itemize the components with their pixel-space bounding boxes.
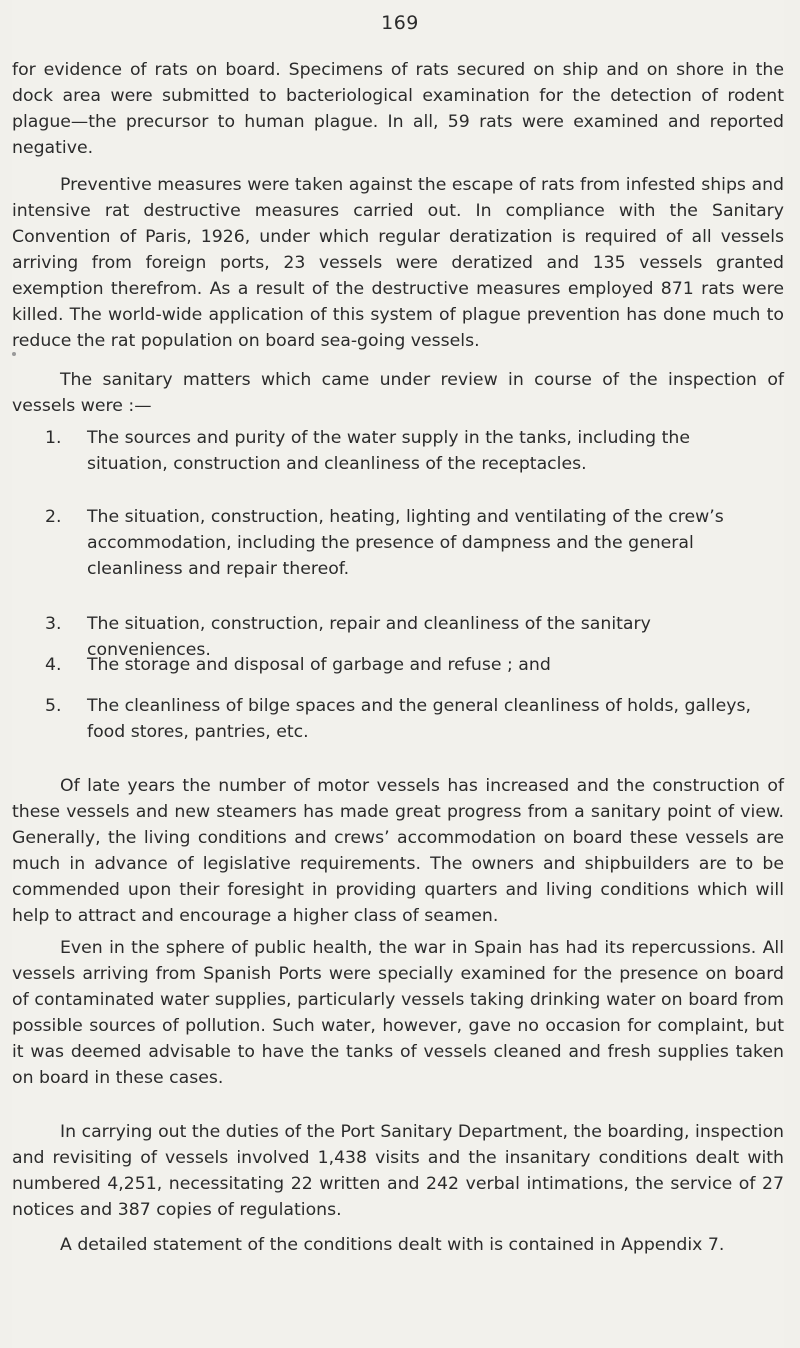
list-item-text: The storage and disposal of garbage and refuse ; and bbox=[87, 655, 551, 675]
list-item-number: 4. bbox=[45, 655, 62, 675]
list-item-number: 5. bbox=[45, 696, 62, 716]
paragraph-port-sanitary-duties: In carrying out the duties of the Port Sanitary Department, the boarding, inspection and revisiting of vessels involved 1,438 visits and the insanitary conditions dealt with numbered 4,251, necessitating 22 written and 242 verbal intimations, the service of 27 notices and 387 copies of regulations. bbox=[12, 1122, 784, 1220]
list-item bbox=[45, 425, 775, 477]
paragraph-rats-examination: for evidence of rats on board. Specimens of rats secured on ship and on shore in the dock area were submitted to bacteriological examination for the detection of rodent plague—the precursor to human plague. In all, 59 rats were examined and reported negative. bbox=[12, 60, 784, 158]
list-item-text: The sources and purity of the water supply in the tanks, including the situation, construction and cleanliness of the receptacles. bbox=[87, 428, 690, 474]
list-item bbox=[45, 693, 775, 745]
ink-dot bbox=[12, 352, 16, 356]
list-item-text: The cleanliness of bilge spaces and the general cleanliness of holds, galleys, food stores, pantries, etc. bbox=[87, 696, 751, 742]
paragraph-appendix-reference: A detailed statement of the conditions dealt with is contained in Appendix 7. bbox=[60, 1235, 725, 1255]
list-item bbox=[45, 504, 775, 582]
paragraph-war-in-spain: Even in the sphere of public health, the war in Spain has had its repercussions. All vessels arriving from Spanish Ports were specially examined for the presence on board of contaminated water supplies, particularly vessels taking drinking water on board from possible sources of pollution. Such water, however, gave no occasion for complaint, but it was deemed advisable to have the tanks of vessels cleaned and fresh supplies taken on board in these cases. bbox=[12, 938, 784, 1088]
paragraph-motor-vessels: Of late years the number of motor vessels has increased and the construction of these vessels and new steamers has made great progress from a sanitary point of view. Generally, the living conditions and crews’ accommodation on board these vessels are much in advance of legislative requirements. The owners and shipbuilders are to be commended upon their foresight in providing quarters and living conditions which will help to attract and encourage a higher class of seamen. bbox=[12, 776, 784, 926]
paragraph-sanitary-matters-intro: The sanitary matters which came under review in course of the inspection of vessels were :— bbox=[12, 370, 784, 416]
document-page bbox=[12, 0, 784, 1348]
paragraph-preventive-measures: Preventive measures were taken against the escape of rats from infested ships and intensive rat destructive measures carried out. In compliance with the Sanitary Convention of Paris, 1926, under which regular deratization is required of all vessels arriving from foreign ports, 23 vessels were deratized and 135 vessels granted exemption therefrom. As a result of the destructive measures employed 871 rats were killed. The world-wide application of this system of plague prevention has done much to reduce the rat population on board sea-going vessels. bbox=[12, 175, 784, 351]
list-item-number: 3. bbox=[45, 614, 62, 634]
list-item-text: The situation, construction, heating, lighting and ventilating of the crew’s accommodation, including the presence of dampness and the general cleanliness and repair thereof. bbox=[87, 507, 724, 579]
list-item-number: 1. bbox=[45, 428, 62, 448]
list-item-number: 2. bbox=[45, 507, 62, 527]
page-number: 169 bbox=[381, 12, 419, 34]
list-item-text: The situation, construction, repair and cleanliness of the sanitary conveniences. bbox=[87, 614, 651, 660]
list-item bbox=[45, 652, 775, 678]
